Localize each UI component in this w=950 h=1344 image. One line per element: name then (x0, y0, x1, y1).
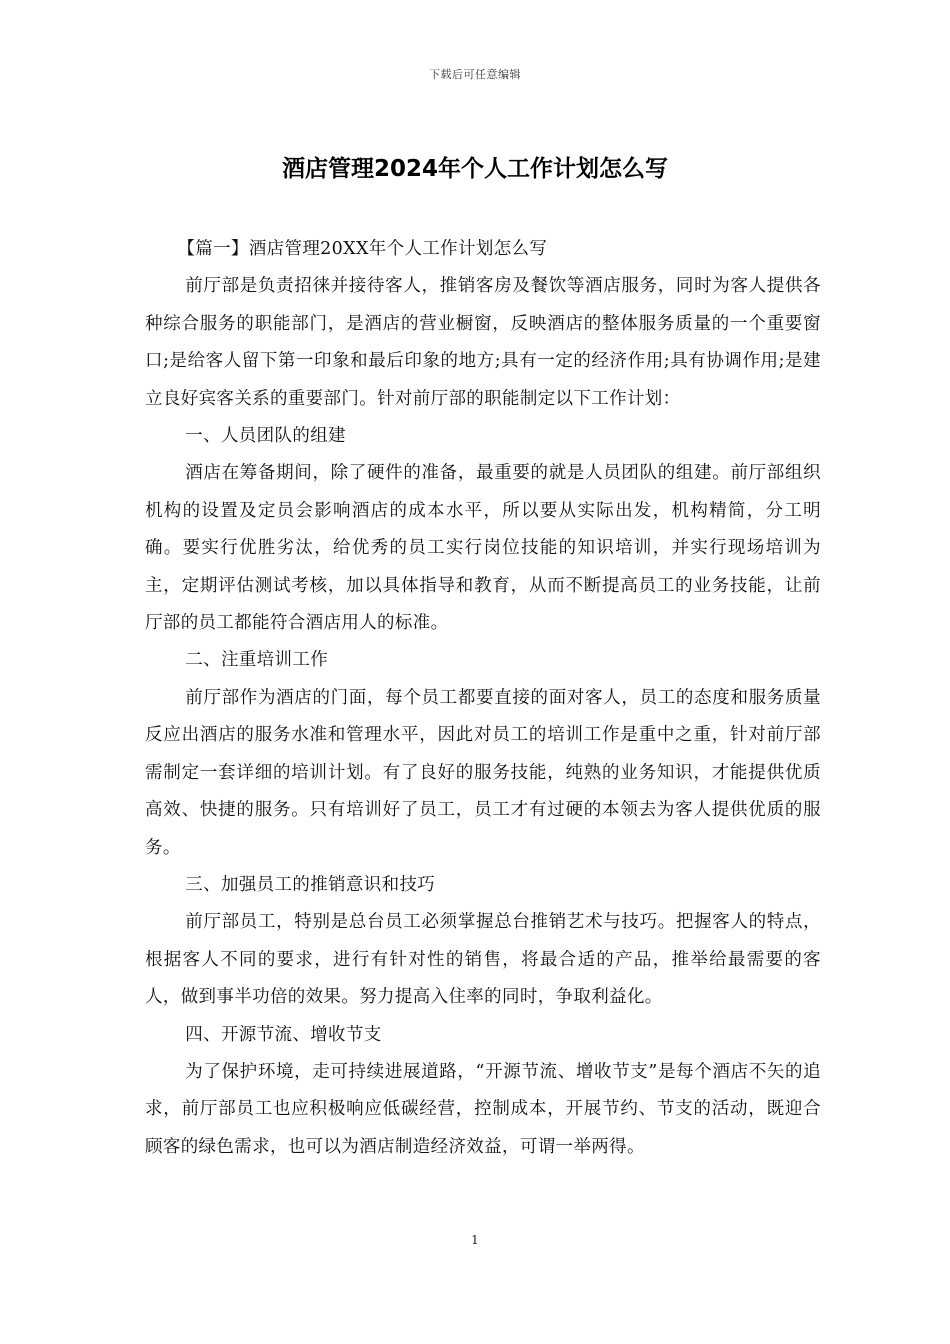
heading-training: 二、注重培训工作 (185, 650, 329, 671)
document-title: 酒店管理2024年个人工作计划怎么写 (281, 156, 668, 182)
header-note: 下载后可任意编辑 (429, 68, 521, 81)
heading-cost-saving: 四、开源节流、增收节支 (185, 1024, 382, 1045)
paragraph-sales-skills: 前厅部员工，特别是总台员工必须掌握总台推销艺术与技巧。把握客人的特点，根据客人不同的要求，进行有针对性的销售，将最合适的产品，推举给最需要的客人，做到事半功倍的效果。努力提高入住率的同时，争取利益化。 (145, 912, 821, 1008)
paragraph-intro: 前厅部是负责招徕并接待客人，推销客房及餐饮等酒店服务，同时为客人提供各种综合服务的职能部门，是酒店的营业橱窗，反映酒店的整体服务质量的一个重要窗口;是给客人留下第一印象和最后印象的地方;具有一定的经济作用;具有协调作用;是建立良好宾客关系的重要部门。针对前厅部的职能制定以下工作计划： (145, 276, 821, 409)
paragraph-training: 前厅部作为酒店的门面，每个员工都要直接的面对客人，员工的态度和服务质量反应出酒店的服务水准和管理水平，因此对员工的培训工作是重中之重，针对前厅部需制定一套详细的培训计划。有了良好的服务技能，纯熟的业务知识，才能提供优质高效、快捷的服务。只有培训好了员工，员工才有过硬的本领去为客人提供优质的服务。 (145, 687, 821, 858)
heading-team-building: 一、人员团队的组建 (185, 426, 346, 447)
paragraph-cost-saving: 为了保护环境，走可持续进展道路，“开源节流、增收节支”是每个酒店不矢的追求，前厅部员工也应积极响应低碳经营，控制成本，开展节约、节支的活动，既迎合顾客的绿色需求，也可以为酒店制造经济效益，可谓一举两得。 (145, 1061, 821, 1157)
section-title-part-one: 【篇一】酒店管理20XX年个人工作计划怎么写 (177, 239, 548, 259)
paragraph-team-building: 酒店在筹备期间，除了硬件的准备，最重要的就是人员团队的组建。前厅部组织机构的设置及定员会影响酒店的成本水平，所以要从实际出发，机构精简，分工明确。要实行优胜劣汰，给优秀的员工实行岗位技能的知识培训，并实行现场培训为主，定期评估测试考核，加以具体指导和教育，从而不断提高员工的业务技能，让前厅部的员工都能符合酒店用人的标准。 (145, 463, 821, 634)
page-number: 1 (471, 1233, 479, 1247)
heading-sales-skills: 三、加强员工的推销意识和技巧 (185, 874, 436, 895)
document-body (145, 231, 821, 1166)
